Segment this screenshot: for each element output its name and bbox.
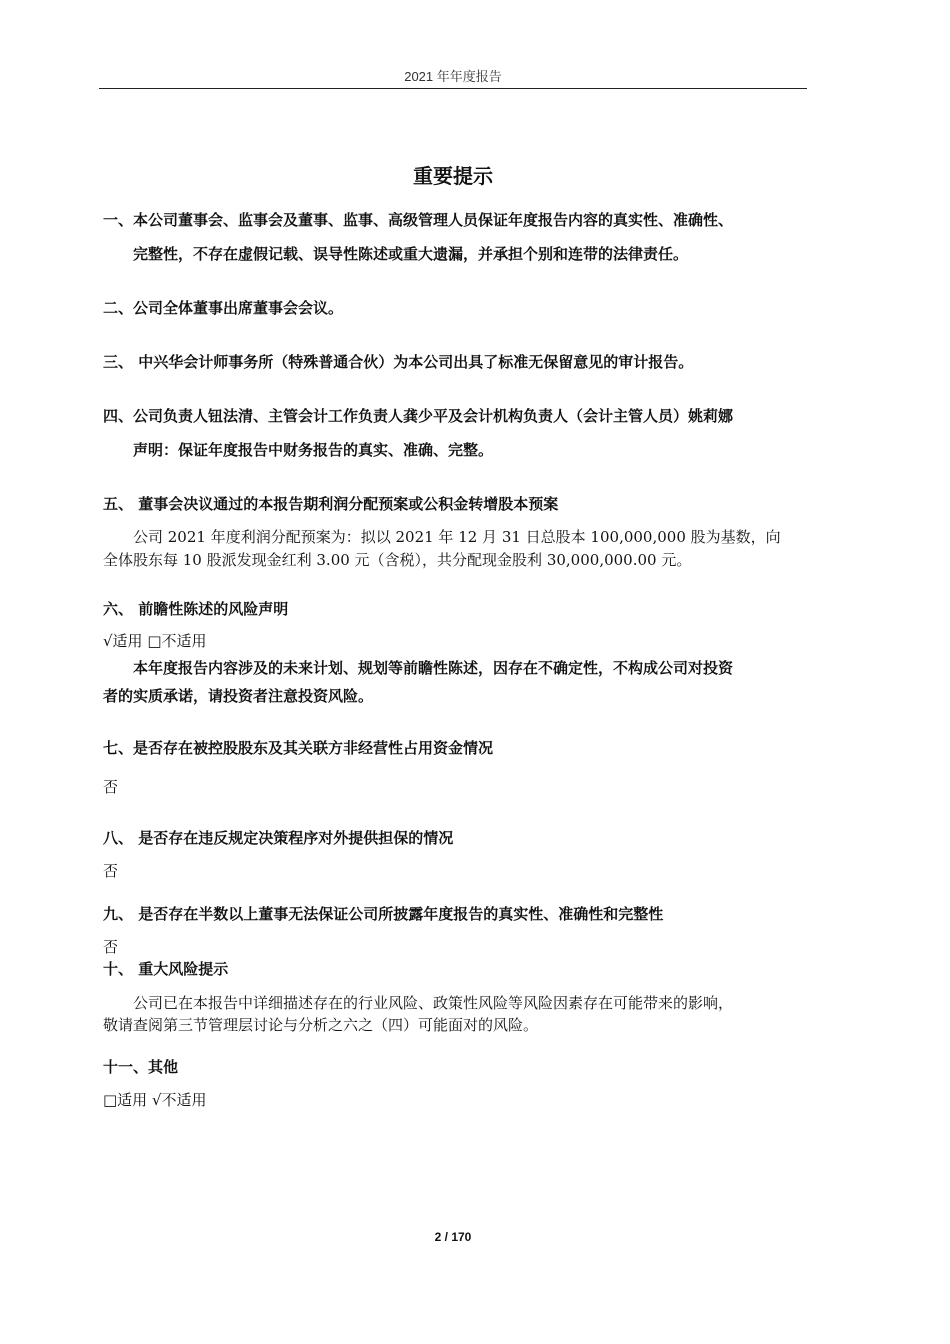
section-6-line-1: 本年度报告内容涉及的未来计划、规划等前瞻性陈述，因存在不确定性，不构成公司对投资 (133, 659, 734, 677)
section-6-heading: 六、 前瞻性陈述的风险声明 (103, 600, 289, 618)
section-4-line-1: 四、公司负责人钮法清、主管会计工作负责人龚少平及会计机构负责人（会计主管人员）姚莉娜 (103, 407, 734, 425)
section-11-applicability: □适用 √不适用 (103, 1091, 207, 1109)
section-2: 二、公司全体董事出席董事会会议。 (103, 299, 344, 317)
section-8-answer: 否 (103, 862, 119, 880)
section-7-heading: 七、是否存在被控股股东及其关联方非经营性占用资金情况 (103, 739, 494, 757)
section-10-line-1: 公司已在本报告中详细描述存在的行业风险、政策性风险等风险因素存在可能带来的影响， (133, 994, 734, 1012)
header-rule (99, 88, 807, 89)
section-5-line-1: 公司 2021 年度利润分配预案为：拟以 2021 年 12 月 31 日总股本 100,000,000 股为基数，向 (133, 528, 781, 546)
running-header: 2021 年年度报告 (404, 69, 502, 84)
section-8-heading: 八、 是否存在违反规定决策程序对外提供担保的情况 (103, 829, 454, 847)
page-title: 重要提示 (413, 164, 493, 188)
section-1-line-2: 完整性，不存在虚假记载、误导性陈述或重大遗漏，并承担个别和连带的法律责任。 (133, 245, 689, 263)
section-5-heading: 五、 董事会决议通过的本报告期利润分配预案或公积金转增股本预案 (103, 495, 559, 513)
section-10-line-2: 敬请查阅第三节管理层讨论与分析之六之（四）可能面对的风险。 (103, 1016, 539, 1034)
section-9-heading: 九、 是否存在半数以上董事无法保证公司所披露年度报告的真实性、准确性和完整性 (103, 905, 664, 923)
section-10-heading: 十、 重大风险提示 (103, 960, 229, 978)
section-1-line-1: 一、本公司董事会、监事会及董事、监事、高级管理人员保证年度报告内容的真实性、准确性、 (103, 211, 734, 229)
page-number: 2 / 170 (434, 1230, 472, 1244)
section-5-line-2: 全体股东每 10 股派发现金红利 3.00 元（含税），共分配现金股利 30,000,000.00 元。 (103, 551, 692, 569)
section-3: 三、 中兴华会计师事务所（特殊普通合伙）为本公司出具了标准无保留意见的审计报告。 (103, 353, 694, 371)
section-9-answer: 否 (103, 938, 119, 956)
section-6-line-2: 者的实质承诺，请投资者注意投资风险。 (103, 687, 374, 705)
section-11-heading: 十一、其他 (103, 1058, 179, 1076)
section-6-applicability: √适用 □不适用 (103, 632, 207, 650)
section-4-line-2: 声明：保证年度报告中财务报告的真实、准确、完整。 (133, 441, 494, 459)
section-7-answer: 否 (103, 778, 119, 796)
